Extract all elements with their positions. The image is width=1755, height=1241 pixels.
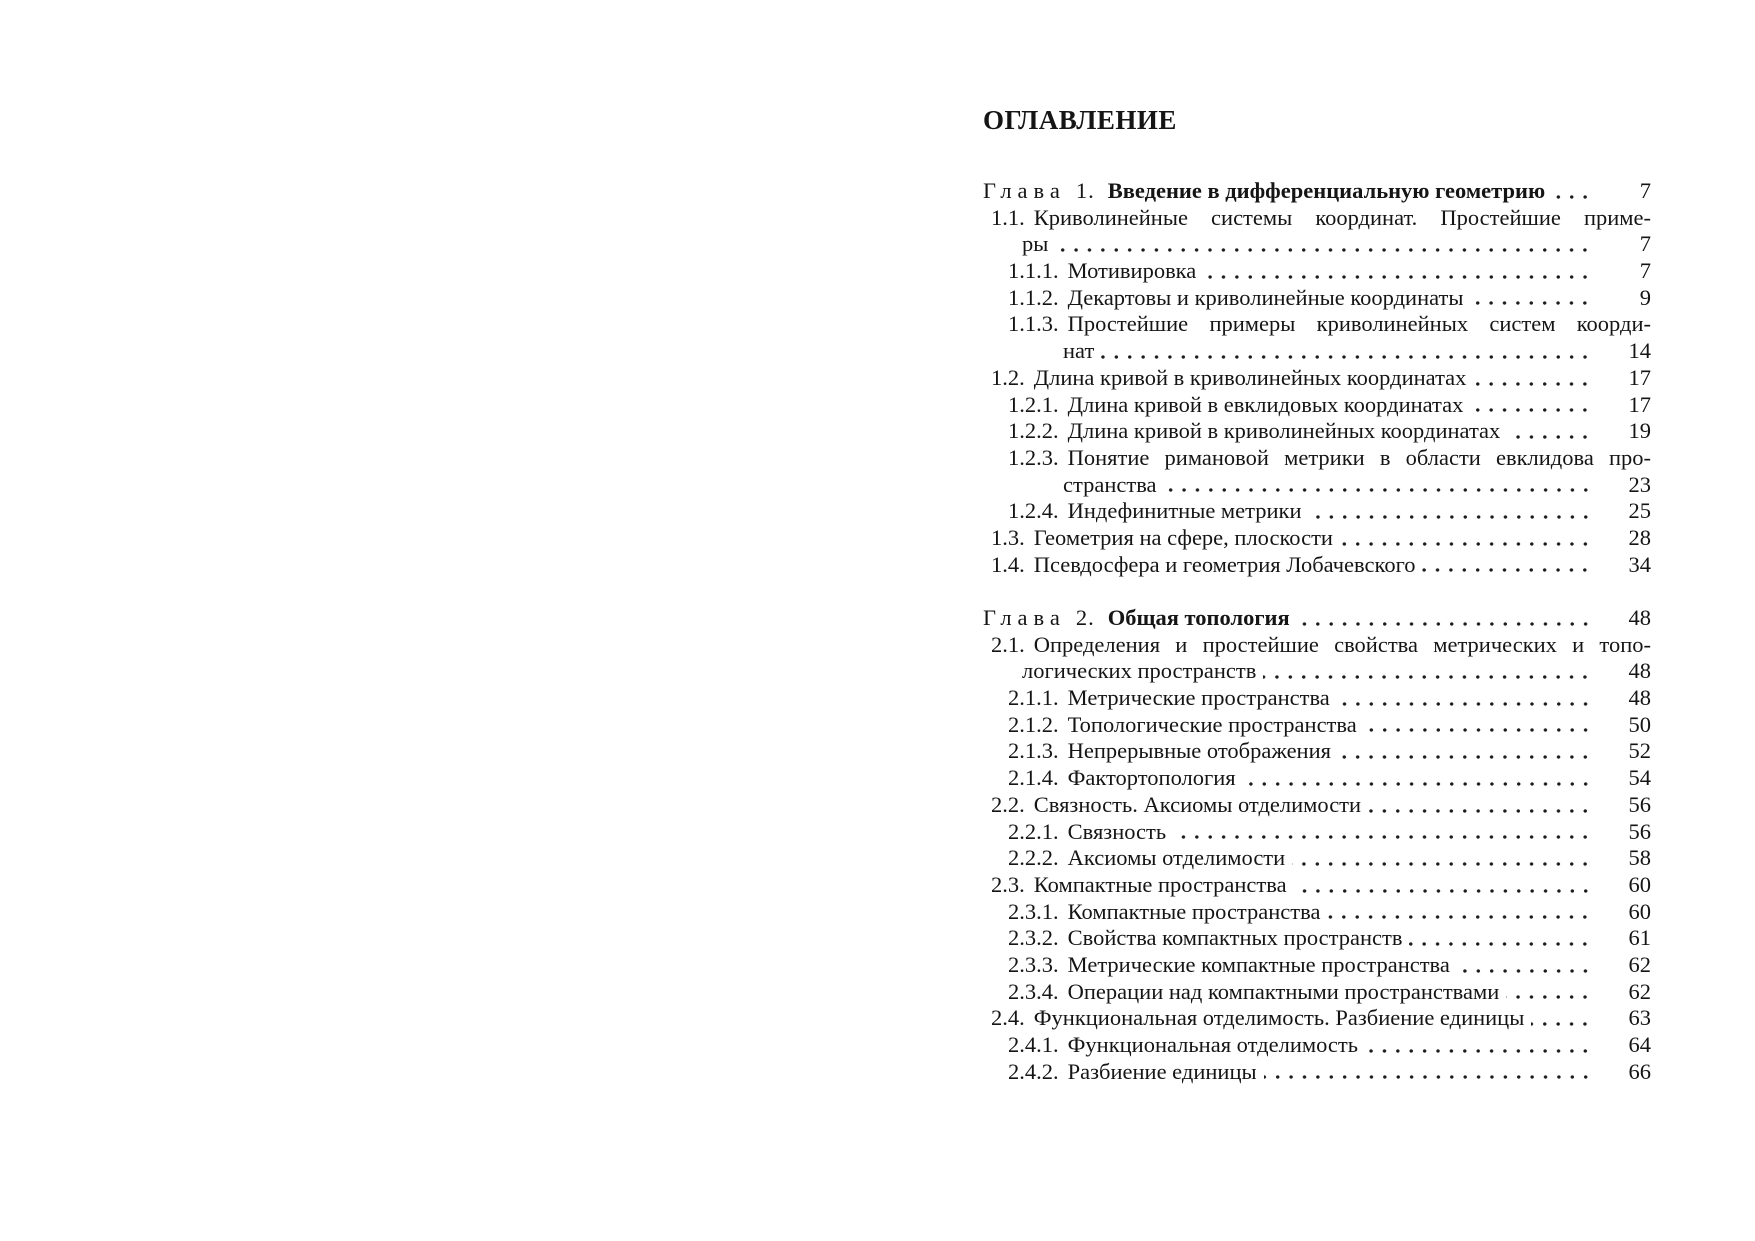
subsection-line	[983, 445, 1651, 472]
leader-dots	[1552, 178, 1593, 205]
entry-title: странства	[1063, 471, 1157, 497]
entry-number: 2.3.3.	[1008, 951, 1059, 977]
entry-number: 1.3.	[991, 524, 1025, 550]
page-number: 9	[1639, 284, 1651, 310]
entry-title: логических пространств	[1022, 658, 1257, 684]
leader-dots	[1337, 685, 1593, 712]
subsection-line	[983, 899, 1651, 926]
entry-title: Метрические пространства	[1067, 685, 1330, 711]
leader-dots	[1327, 899, 1593, 926]
toc-content	[983, 106, 1651, 1085]
leader-dots	[1506, 979, 1593, 1006]
leader-dots	[1473, 365, 1593, 392]
entry-number: 2.1.3.	[1008, 738, 1059, 764]
leader-dots	[1422, 552, 1593, 579]
subsection-line	[983, 952, 1651, 979]
page-number: 7	[1639, 178, 1651, 203]
chapter-line	[983, 178, 1651, 205]
page-number: 48	[1628, 685, 1651, 711]
subsection-line	[983, 925, 1651, 952]
leader-dots	[1340, 525, 1593, 552]
entry-title: Геометрия на сфере, плоскости	[1033, 524, 1333, 550]
entry-number: 2.1.4.	[1008, 765, 1059, 791]
subsection-line	[983, 285, 1651, 312]
subsection-line	[983, 498, 1651, 525]
entry-number: 2.4.	[991, 1005, 1025, 1031]
entry-number: 2.3.2.	[1008, 925, 1059, 951]
entry-title: ры	[1022, 231, 1049, 257]
entry-title: Топологические пространства	[1067, 711, 1357, 737]
leader-dots	[1264, 1059, 1593, 1086]
section-line	[983, 525, 1651, 552]
entry-title: Свойства компактных пространств	[1067, 925, 1403, 951]
subsection-line	[983, 819, 1651, 846]
leader-dots	[1173, 819, 1593, 846]
subsection-line	[983, 765, 1651, 792]
page-number: 14	[1628, 338, 1651, 364]
page-number: 56	[1628, 818, 1651, 844]
entry-number: 1.2.	[991, 364, 1025, 390]
entry-title: Индефинитные метрики	[1067, 498, 1302, 524]
leader-dots	[1243, 765, 1593, 792]
leader-dots	[1531, 1005, 1593, 1032]
page-number: 63	[1628, 1005, 1651, 1031]
page-number: 54	[1628, 765, 1651, 791]
subsection-line	[983, 685, 1651, 712]
entry-number: 1.2.1.	[1008, 391, 1059, 417]
page-number: 34	[1628, 551, 1651, 577]
entry-title: Аксиомы отделимости	[1067, 845, 1286, 871]
subsection-line	[983, 845, 1651, 872]
subsection-line	[983, 392, 1651, 419]
entry-number: 1.4.	[991, 551, 1025, 577]
entry-title: Мотивировка	[1067, 258, 1197, 284]
page-number: 48	[1628, 658, 1651, 684]
entry-title: Разбиение единицы	[1067, 1058, 1257, 1084]
section-line	[983, 792, 1651, 819]
page-number: 17	[1628, 391, 1651, 417]
entry-number: 1.2.3.	[1008, 444, 1059, 470]
leader-dots	[1365, 1032, 1593, 1059]
leader-dots	[1294, 872, 1593, 899]
entry-title: Псевдосфера и геометрия Лобачевского	[1033, 551, 1416, 577]
entry-title: Декартовы и криволинейные координаты	[1067, 284, 1464, 310]
entry-title: Длина кривой в евклидовых координатах	[1067, 391, 1464, 417]
entry-title: Простейшие примеры криволинейных систем коорди-	[1067, 311, 1651, 337]
page-number: 62	[1628, 951, 1651, 977]
entry-title: Метрические компактные пространства	[1067, 951, 1450, 977]
leader-dots	[1055, 231, 1593, 258]
leader-dots	[1101, 338, 1593, 365]
entry-title: Введение в дифференциальную геометрию	[1107, 178, 1546, 203]
subsection-line	[983, 738, 1651, 765]
page-number: 60	[1628, 871, 1651, 897]
subsection-line	[983, 311, 1651, 338]
entry-number: 1.1.2.	[1008, 284, 1059, 310]
chapter-word: Глава	[983, 605, 1066, 630]
entry-number: 2.3.4.	[1008, 978, 1059, 1004]
toc-list	[983, 178, 1651, 1085]
leader-dots	[1457, 952, 1593, 979]
continuation-line	[983, 658, 1651, 685]
entry-title: Связность	[1067, 818, 1167, 844]
entry-number: 2.4.2.	[1008, 1058, 1059, 1084]
leader-dots	[1203, 258, 1593, 285]
leader-dots	[1507, 418, 1593, 445]
continuation-line	[983, 472, 1651, 499]
entry-title: Функциональная отделимость	[1067, 1032, 1358, 1057]
leader-dots	[1263, 658, 1593, 685]
entry-title: Компактные пространства	[1067, 898, 1321, 924]
leader-dots	[1338, 738, 1593, 765]
entry-title: Длина кривой в криволинейных координатах	[1033, 364, 1467, 390]
leader-dots	[1309, 498, 1593, 525]
subsection-line	[983, 979, 1651, 1006]
entry-title: Связность. Аксиомы отделимости	[1033, 791, 1362, 817]
entry-title: Понятие римановой метрики в области евклидова про-	[1067, 444, 1651, 470]
leader-dots	[1164, 472, 1593, 499]
page-number: 25	[1628, 498, 1651, 524]
page-number: 62	[1628, 978, 1651, 1004]
leader-dots	[1297, 605, 1593, 632]
entry-number: 2.2.2.	[1008, 845, 1059, 871]
page-number: 64	[1628, 1032, 1651, 1057]
entry-number: 1.1.	[991, 204, 1025, 230]
section-line	[983, 1005, 1651, 1032]
entry-number: 2.4.1.	[1008, 1032, 1059, 1057]
page-title: ОГЛАВЛЕНИЕ	[983, 105, 1177, 135]
subsection-line	[983, 712, 1651, 739]
page-number: 17	[1628, 364, 1651, 390]
page-number: 61	[1628, 925, 1651, 951]
entry-title: Компактные пространства	[1033, 871, 1287, 897]
entry-number: 2.1.1.	[1008, 685, 1059, 711]
section-line	[983, 365, 1651, 392]
entry-title: Определения и простейшие свойства метрических и топо-	[1033, 631, 1651, 657]
chapter-word: Глава	[983, 178, 1066, 203]
page-number: 52	[1628, 738, 1651, 764]
entry-number: 2.1.	[991, 631, 1025, 657]
section-line	[983, 552, 1651, 579]
entry-number: 1.	[1075, 178, 1095, 203]
entry-title: Криволинейные системы координат. Простейшие приме-	[1033, 204, 1651, 230]
entry-title: Функциональная отделимость. Разбиение единицы	[1033, 1005, 1525, 1031]
entry-number: 1.2.2.	[1008, 418, 1059, 444]
page-number: 7	[1639, 231, 1651, 257]
page-number: 56	[1628, 791, 1651, 817]
entry-number: 2.	[1075, 605, 1095, 630]
leader-dots	[1368, 792, 1593, 819]
leader-dots	[1470, 392, 1593, 419]
page-number: 7	[1639, 258, 1651, 284]
page-number: 23	[1628, 471, 1651, 497]
chapter-line	[983, 605, 1651, 632]
leader-dots	[1470, 285, 1593, 312]
page-number: 58	[1628, 845, 1651, 871]
entry-number: 1.1.1.	[1008, 258, 1059, 284]
page-number: 28	[1628, 524, 1651, 550]
continuation-line	[983, 338, 1651, 365]
subsection-line	[983, 1032, 1651, 1059]
entry-number: 2.2.	[991, 791, 1025, 817]
leader-dots	[1292, 845, 1593, 872]
page-number: 60	[1628, 898, 1651, 924]
entry-title: Непрерывные отображения	[1067, 738, 1331, 764]
section-line	[983, 205, 1651, 232]
page-number: 50	[1628, 711, 1651, 737]
entry-number: 2.3.	[991, 871, 1025, 897]
subsection-line	[983, 418, 1651, 445]
section-line	[983, 632, 1651, 659]
entry-title: нат	[1063, 338, 1095, 364]
subsection-line	[983, 1059, 1651, 1086]
page-number: 19	[1628, 418, 1651, 444]
page-number: 48	[1628, 605, 1651, 630]
leader-dots	[1364, 712, 1593, 739]
page-number: 66	[1628, 1058, 1651, 1084]
entry-number: 2.3.1.	[1008, 898, 1059, 924]
entry-number: 2.2.1.	[1008, 818, 1059, 844]
entry-number: 2.1.2.	[1008, 711, 1059, 737]
continuation-line	[983, 231, 1651, 258]
entry-number: 1.1.3.	[1008, 311, 1059, 337]
entry-number: 1.2.4.	[1008, 498, 1059, 524]
entry-title: Фактортопология	[1067, 765, 1236, 791]
subsection-line	[983, 258, 1651, 285]
entry-title: Операции над компактными пространствами	[1067, 978, 1500, 1004]
section-line	[983, 872, 1651, 899]
leader-dots	[1409, 925, 1593, 952]
entry-title: Общая топология	[1107, 605, 1290, 630]
entry-title: Длина кривой в криволинейных координатах	[1067, 418, 1501, 444]
